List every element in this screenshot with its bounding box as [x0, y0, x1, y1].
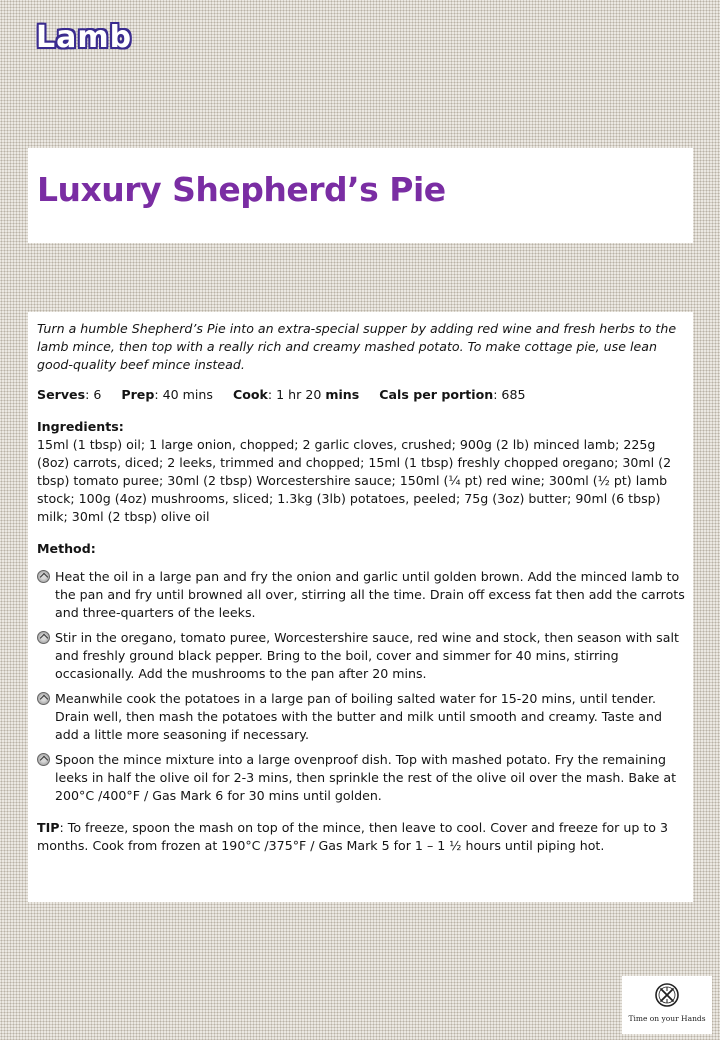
cook-value: : 1 hr 20: [267, 387, 326, 402]
recipe-meta: [37, 386, 687, 404]
calories-value: : 685: [493, 387, 526, 402]
method-step: [37, 568, 687, 622]
ingredients-heading: Ingredients:: [37, 419, 124, 434]
prep-value: : 40 mins: [154, 387, 213, 402]
hands-clock-icon: [654, 982, 680, 1008]
recipe-intro: Turn a humble Shepherd’s Pie into an extra-special supper by adding red wine and fresh herbs to the lamb mince, then top with a really rich and creamy mashed potato. To make cottage pie, use lean good-quality beef mince instead.: [37, 321, 677, 372]
category-heading: Lamb: [36, 20, 133, 55]
method-step: [37, 629, 687, 683]
serves-label: Serves: [37, 387, 86, 402]
bullet-icon: [37, 692, 50, 705]
method-step-text: Stir in the oregano, tomato puree, Worcestershire sauce, red wine and stock, then season with salt and freshly ground black pepper. Bring to the boil, cover and simmer for 40 mins, stirring occasionally. Add the mushrooms to the pan after 20 mins.: [55, 630, 679, 681]
title-panel: [28, 148, 693, 243]
tip-label: TIP: [37, 820, 60, 835]
serves-info: [37, 387, 101, 402]
method-heading: Method:: [37, 541, 96, 556]
serves-value: : 6: [85, 387, 102, 402]
tip: [37, 819, 687, 855]
cook-info: [233, 387, 359, 402]
bullet-icon: [37, 631, 50, 644]
bullet-icon: [37, 570, 50, 583]
prep-info: [121, 387, 213, 402]
method-step: [37, 751, 687, 805]
prep-label: Prep: [121, 387, 155, 402]
recipe-content-panel: [28, 312, 693, 902]
calories-label: Cals per portion: [379, 387, 494, 402]
method-step-text: Spoon the mince mixture into a large ovenproof dish. Top with mashed potato. Fry the remaining leeks in half the olive oil for 2-3 mins, then sprinkle the rest of the olive oil over the mash. Bake at 200°C /400°F / Gas Mark 6 for 30 mins until golden.: [55, 752, 677, 803]
method-step: [37, 690, 687, 744]
tip-text: : To freeze, spoon the mash on top of the mince, then leave to cool. Cover and freeze for up to 3 months. Cook from frozen at 190°C /375°F / Gas Mark 5 for 1 – 1 ½ hours until piping hot.: [37, 820, 668, 853]
ingredients-list: 15ml (1 tbsp) oil; 1 large onion, chopped; 2 garlic cloves, crushed; 900g (2 lb) minced lamb; 225g (8oz) carrots, diced; 2 leeks, trimmed and chopped; 15ml (1 tbsp) freshly chopped oregano; 30ml (2 tbsp) tomato puree; 30ml (2 tbsp) Worcestershire sauce; 150ml (¼ pt) red wine; 300ml (½ pt) lamb stock; 100g (4oz) mushrooms, sliced; 1.3kg (3lb) potatoes, peeled; 75g (3oz) butter; 90ml (6 tbsp) milk; 30ml (2 tbsp) olive oil: [37, 437, 672, 524]
logo-text: Time on your Hands: [628, 1014, 706, 1023]
brand-logo: [622, 976, 712, 1034]
bullet-icon: [37, 753, 50, 766]
calories-info: [379, 387, 525, 402]
cook-unit: mins: [325, 387, 360, 402]
method-step-text: Heat the oil in a large pan and fry the onion and garlic until golden brown. Add the minced lamb to the pan and fry until browned all over, stirring all the time. Drain off excess fat then add the carrots and three-quarters of the leeks.: [55, 569, 685, 620]
method-step-text: Meanwhile cook the potatoes in a large pan of boiling salted water for 15-20 mins, until tender. Drain well, then mash the potatoes with the butter and milk until smooth and creamy. Taste and add a little more seasoning if necessary.: [55, 691, 662, 742]
recipe-title: Luxury Shepherd’s Pie: [37, 170, 446, 209]
cook-label: Cook: [232, 387, 268, 402]
